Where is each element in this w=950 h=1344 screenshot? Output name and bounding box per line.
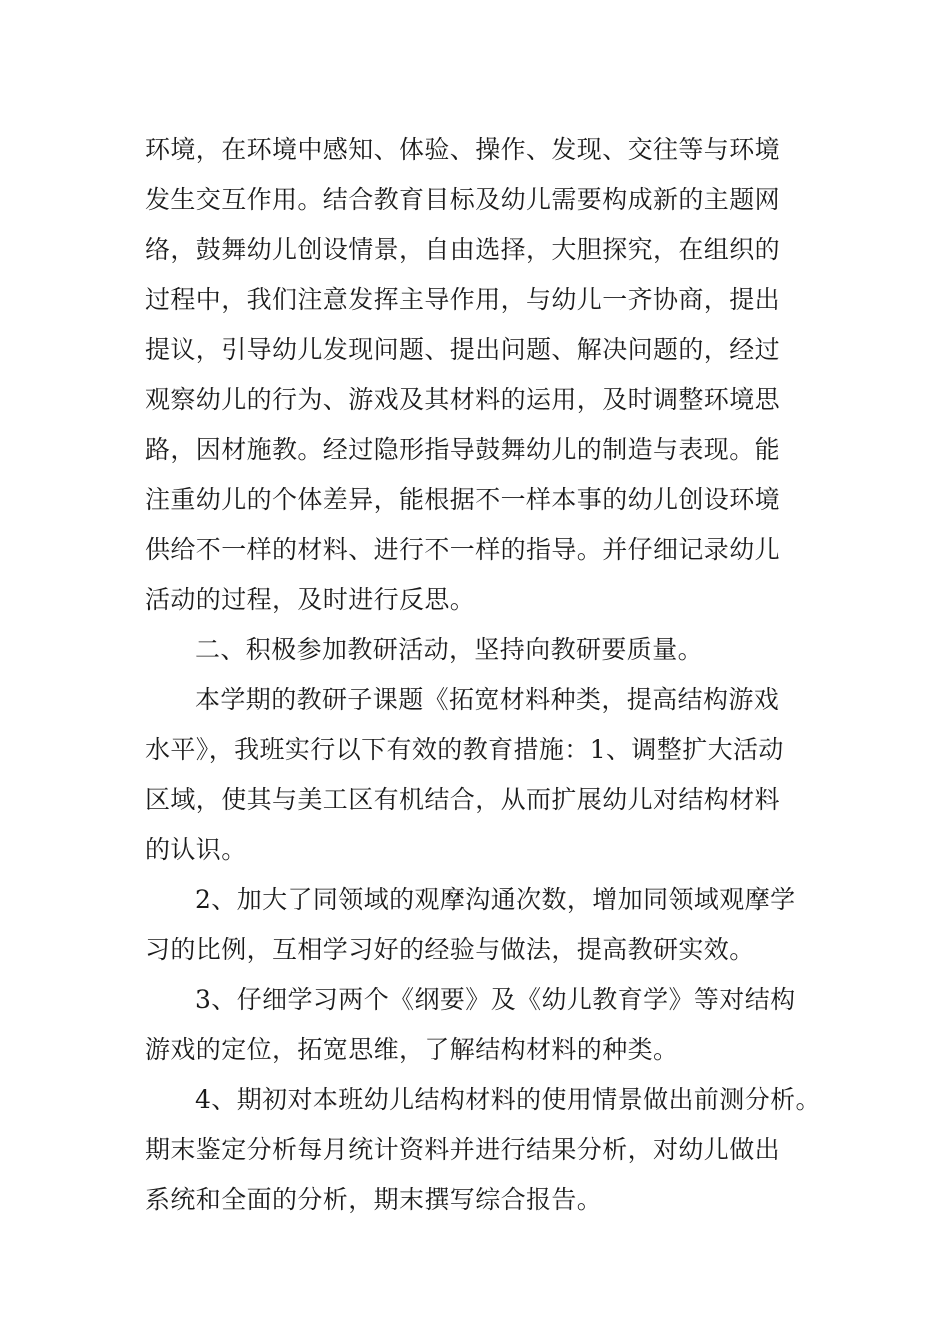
section-heading: 二、积极参加教研活动，坚持向教研要质量。 xyxy=(195,635,704,664)
text-line-8: 注重幼儿的个体差异，能根据不一样本事的幼儿创设环境 xyxy=(145,485,781,514)
text-line-16: 2、加大了同领域的观摩沟通次数，增加同领域观摩学 xyxy=(195,885,796,914)
text-line-20: 4、期初对本班幼儿结构材料的使用情景做出前测分析。 xyxy=(195,1085,821,1114)
text-line-15: 的认识。 xyxy=(145,835,247,864)
text-line-21: 期末鉴定分析每月统计资料并进行结果分析，对幼儿做出 xyxy=(145,1135,781,1164)
text-line-7: 路，因材施教。经过隐形指导鼓舞幼儿的制造与表现。能 xyxy=(145,435,781,464)
text-line-14: 区域，使其与美工区有机结合，从而扩展幼儿对结构材料 xyxy=(145,785,781,814)
text-line-17: 习的比例，互相学习好的经验与做法，提高教研实效。 xyxy=(145,935,755,964)
text-line-9: 供给不一样的材料、进行不一样的指导。并仔细记录幼儿 xyxy=(145,535,781,564)
text-line-4: 过程中，我们注意发挥主导作用，与幼儿一齐协商，提出 xyxy=(145,285,781,314)
text-line-3: 络，鼓舞幼儿创设情景，自由选择，大胆探究，在组织的 xyxy=(145,235,781,264)
text-line-10: 活动的过程，及时进行反思。 xyxy=(145,585,476,614)
text-line-13: 水平》，我班实行以下有效的教育措施：1、调整扩大活动 xyxy=(145,735,784,764)
text-line-12: 本学期的教研子课题《拓宽材料种类，提高结构游戏 xyxy=(195,685,780,714)
text-line-19: 游戏的定位，拓宽思维，了解结构材料的种类。 xyxy=(145,1035,679,1064)
text-line-1: 环境，在环境中感知、体验、操作、发现、交往等与环境 xyxy=(145,135,781,164)
text-line-18: 3、仔细学习两个《纲要》及《幼儿教育学》等对结构 xyxy=(195,985,796,1014)
text-line-5: 提议，引导幼儿发现问题、提出问题、解决问题的，经过 xyxy=(145,335,781,364)
text-line-2: 发生交互作用。结合教育目标及幼儿需要构成新的主题网 xyxy=(145,185,781,214)
text-line-22: 系统和全面的分析，期末撰写综合报告。 xyxy=(145,1185,603,1214)
text-line-6: 观察幼儿的行为、游戏及其材料的运用，及时调整环境思 xyxy=(145,385,781,414)
